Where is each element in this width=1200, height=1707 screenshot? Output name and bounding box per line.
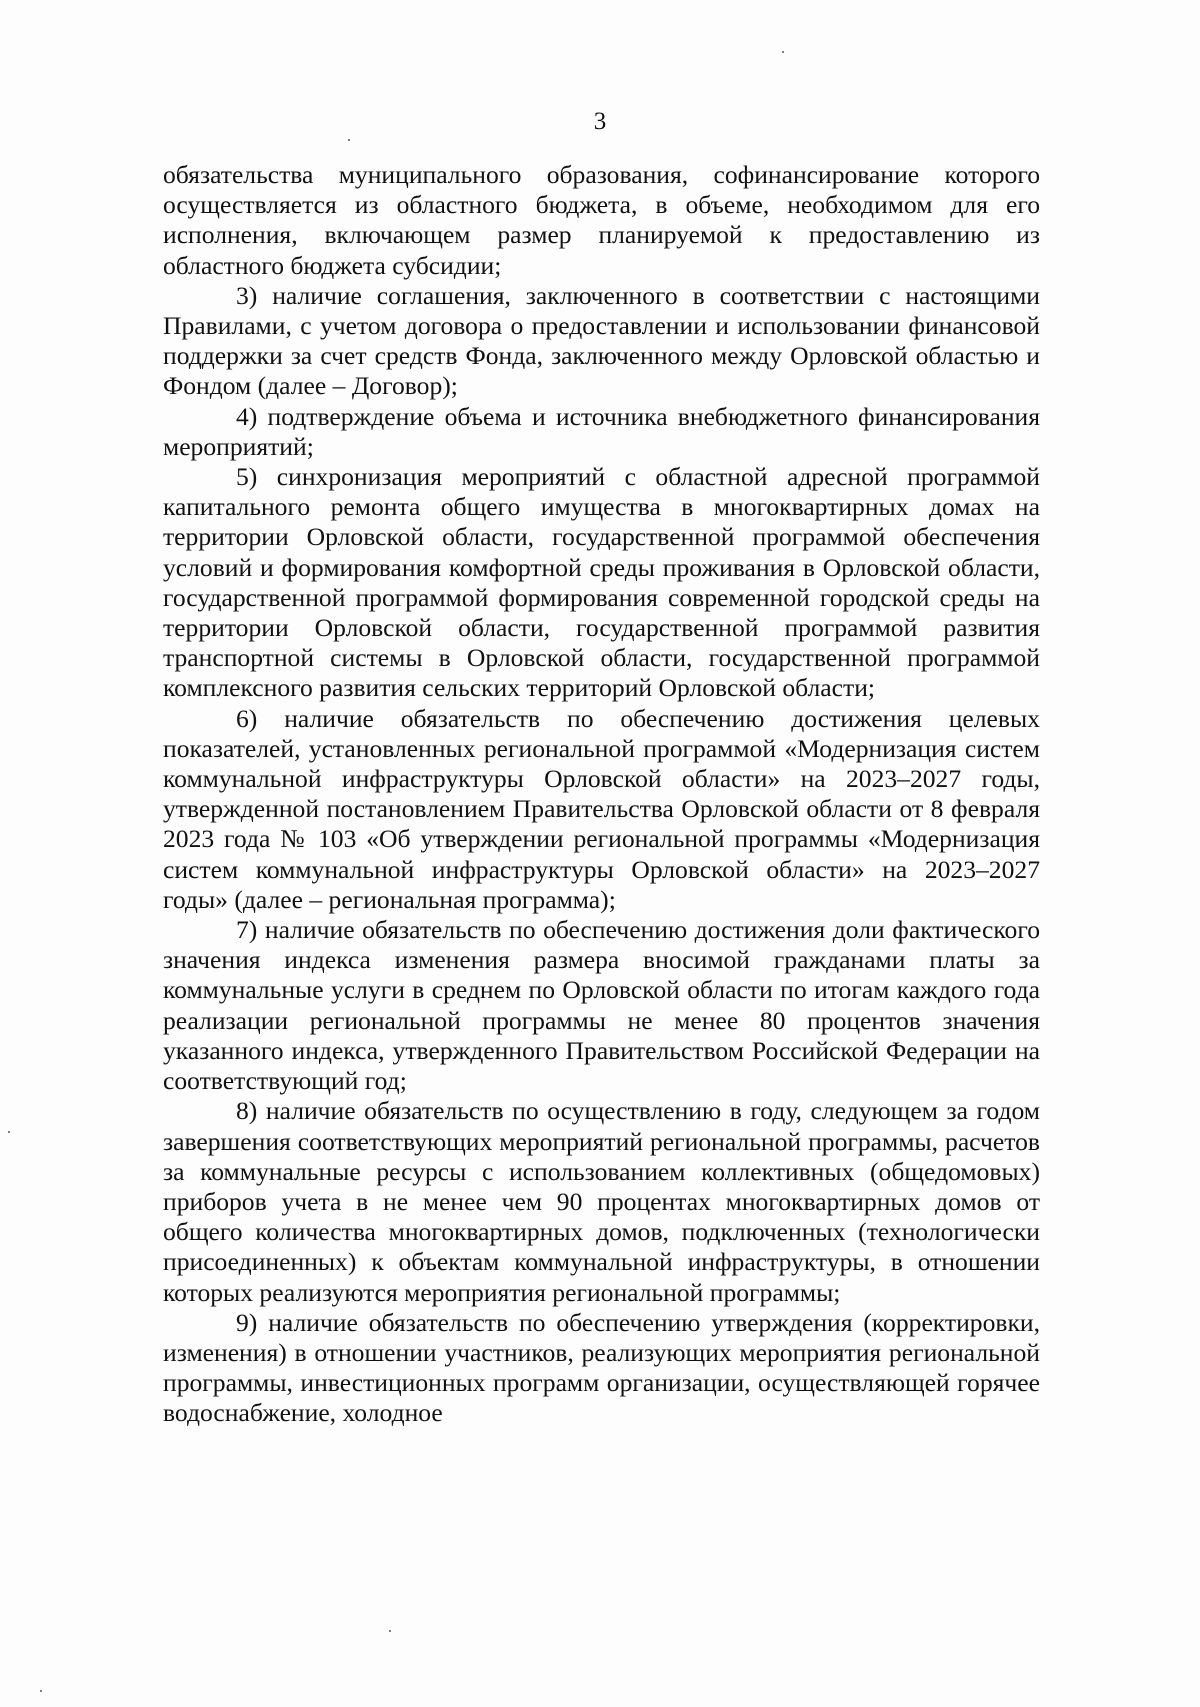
list-item-9-partial: 9) наличие обязательств по обеспечению утверждения (корректировки, изменения) в отношении участников, реализующих мероприятия региональной программы, инвестиционных программ организации, осуществляющей горячее водоснабжение, холодное [163, 1307, 1040, 1428]
list-item-7: 7) наличие обязательств по обеспечению достижения доли фактического значения индекса изменения размера вносимой гражданами платы за коммунальные услуги в среднем по Орловской области по итогам каждого года реализации региональной программы не менее 80 процентов значения указанного индекса, утвержденного Правительством Российской Федерации на соответствующий год; [163, 915, 1040, 1096]
document-body [163, 160, 1040, 1429]
scan-speck [8, 1131, 10, 1133]
page-number: 3 [593, 108, 607, 135]
list-item-3: 3) наличие соглашения, заключенного в соответствии с настоящими Правилами, с учетом договора о предоставлении и использовании финансовой поддержки за счет средств Фонда, заключенного между Орловской областью и Фондом (далее – Договор); [163, 280, 1040, 401]
paragraph-continuation: обязательства муниципального образования, софинансирование которого осуществляется из областного бюджета, в объеме, необходимом для его исполнения, включающем размер планируемой к предоставлению из областного бюджета субсидии; [163, 160, 1040, 280]
scan-speck [348, 139, 350, 141]
list-item-8: 8) наличие обязательств по осуществлению в году, следующем за годом завершения соответствующих мероприятий региональной программы, расчетов за коммунальные ресурсы с использованием коллективных (общедомовых) приборов учета в не менее чем 90 процентах многоквартирных домов от общего количества многоквартирных домов, подключенных (технологически присоединенных) к объектам коммунальной инфраструктуры, в отношении которых реализуются мероприятия региональной программы; [163, 1096, 1040, 1307]
list-item-5: 5) синхронизация мероприятий с областной адресной программой капитального ремонта общего имущества в многоквартирных домах на территории Орловской области, государственной программой обеспечения условий и формирования комфортной среды проживания в Орловской области, государственной программой формирования современной городской среды на территории Орловской области, государственной программой развития транспортной системы в Орловской области, государственной программой комплексного развития сельских территорий Орловской области; [163, 462, 1040, 703]
list-item-4: 4) подтверждение объема и источника внебюджетного финансирования мероприятий; [163, 401, 1040, 461]
scan-speck [389, 1630, 391, 1632]
list-item-6: 6) наличие обязательств по обеспечению достижения целевых показателей, установленных региональной программой «Модернизация систем коммунальной инфраструктуры Орловской области» на 2023–2027 годы, утвержденной постановлением Правительства Орловской области от 8 февраля 2023 года № 103 «Об утверждении региональной программы «Модернизация систем коммунальной инфраструктуры Орловской области» на 2023–2027 годы» (далее – региональная программа); [163, 703, 1040, 914]
scan-speck [40, 1690, 42, 1692]
scan-speck [782, 51, 784, 53]
